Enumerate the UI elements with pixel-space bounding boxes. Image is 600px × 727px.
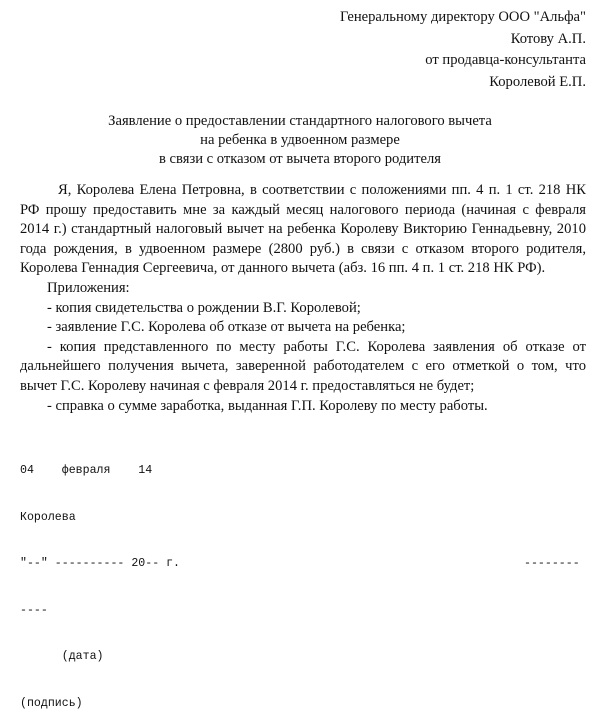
attachment-item: - заявление Г.С. Королева об отказе от вычета на ребенка; (47, 319, 406, 336)
signature-blank-line: "--" ---------- 20-- г. -------- (20, 557, 580, 570)
signature-dashes-cont: ---- (20, 603, 48, 617)
signature-block (20, 432, 580, 727)
sign-caption: (подпись) (20, 696, 83, 710)
attachment-item: - копия представленного по месту работы Г.С. Королева заявления об отказе от дальнейшего получения вычета, заверенной работодателем с его отметкой о том, что вычет Г.С. Королеву начиная с февраля 2014 г. предоставляться не будет; (20, 338, 586, 394)
date-caption: (дата) (61, 650, 104, 663)
title-line-2: на ребенка в удвоенном размере (200, 132, 400, 148)
title-line-1: Заявление о предоставлении стандартного налогового вычета (108, 113, 492, 129)
addressee-line-name: Котову А.П. (510, 30, 586, 47)
attachments-label: Приложения: (47, 279, 130, 296)
addressee-line-sender: Королевой Е.П. (489, 73, 586, 90)
addressee-block (340, 7, 586, 93)
attachment-item: - копия свидетельства о рождении В.Г. Королевой; (47, 299, 361, 316)
signature-date: 04 февраля 14 (20, 464, 153, 477)
document-body (20, 181, 586, 416)
attachment-item: - справка о сумме заработка, выданная Г.П. Королеву по месту работы. (47, 397, 488, 414)
addressee-line-director: Генеральному директору ООО "Альфа" (340, 9, 586, 25)
title-line-3: в связи с отказом от вычета второго родителя (159, 151, 441, 167)
signature-dashes: -------- (524, 557, 580, 570)
document-title (0, 112, 600, 169)
main-paragraph: Я, Королева Елена Петровна, в соответствии с положениями пп. 4 п. 1 ст. 218 НК РФ прошу предоставить мне за каждый месяц налогового периода (начиная с февраля 2014 г.) стандартный налоговый вычет на ребенка Королеву Викторию Геннадьевну, 2010 года рождения, в удвоенном размере (2800 руб.) в связи с отказом второго родителя, Королева Геннадия Сергеевича, от данного вычета (абз. 16 пп. 4 п. 1 ст. 218 НК РФ). (20, 182, 586, 277)
addressee-line-from: от продавца-консультанта (425, 52, 586, 68)
signature-name: Королева (20, 510, 76, 524)
